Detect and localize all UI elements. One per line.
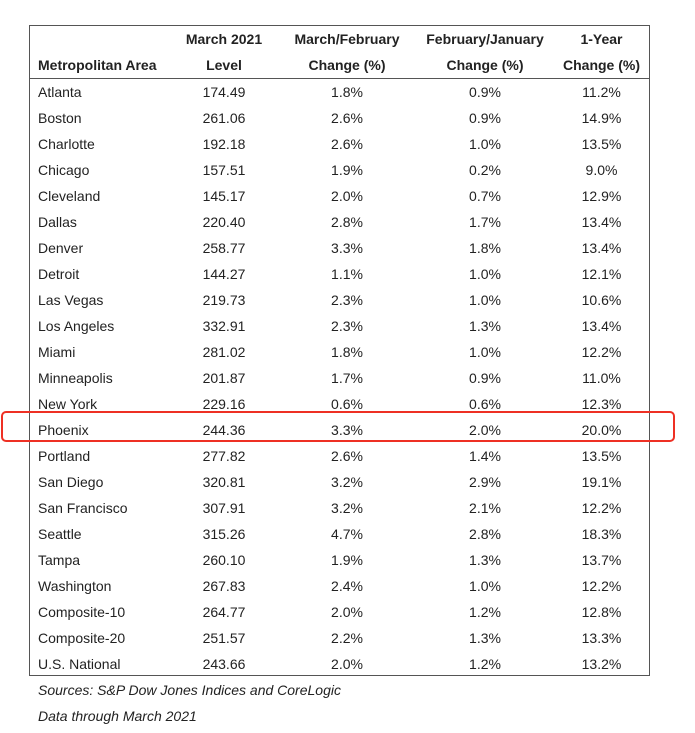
cell-level: 244.36 bbox=[202, 422, 246, 438]
cell-mar-feb-change: 2.4% bbox=[331, 578, 363, 594]
cell-mar-feb-change: 3.2% bbox=[331, 500, 363, 516]
cell-one-year-change: 14.9% bbox=[581, 110, 622, 126]
cell-one-year-change: 9.0% bbox=[585, 162, 618, 178]
cell-feb-jan-change: 1.0% bbox=[469, 292, 501, 308]
cell-level: 192.18 bbox=[202, 136, 246, 152]
cell-area: Portland bbox=[38, 448, 91, 464]
table-row bbox=[30, 469, 649, 495]
data-through-note: Data through March 2021 bbox=[38, 708, 197, 724]
cell-feb-jan-change: 2.0% bbox=[469, 422, 501, 438]
cell-feb-jan-change: 1.2% bbox=[469, 604, 501, 620]
cell-level: 201.87 bbox=[202, 370, 246, 386]
cell-area: Detroit bbox=[38, 266, 80, 282]
table-row bbox=[30, 131, 649, 157]
cell-area: San Francisco bbox=[38, 500, 128, 516]
cell-level: 145.17 bbox=[202, 188, 246, 204]
header-feb-jan-line2: Change (%) bbox=[416, 52, 554, 79]
cell-level: 243.66 bbox=[202, 656, 246, 672]
cell-one-year-change: 12.1% bbox=[581, 266, 622, 282]
cell-feb-jan-change: 1.3% bbox=[469, 318, 501, 334]
cell-mar-feb-change: 1.8% bbox=[331, 344, 363, 360]
cell-level: 144.27 bbox=[202, 266, 246, 282]
cell-mar-feb-change: 4.7% bbox=[331, 526, 363, 542]
cell-area: Chicago bbox=[38, 162, 90, 178]
cell-one-year-change: 12.2% bbox=[581, 578, 622, 594]
cell-feb-jan-change: 0.7% bbox=[469, 188, 501, 204]
cell-mar-feb-change: 2.0% bbox=[331, 188, 363, 204]
cell-feb-jan-change: 1.4% bbox=[469, 448, 501, 464]
cell-area: Washington bbox=[38, 578, 112, 594]
cell-level: 332.91 bbox=[202, 318, 246, 334]
cell-area: Miami bbox=[38, 344, 76, 360]
cell-level: 258.77 bbox=[202, 240, 246, 256]
cell-mar-feb-change: 2.6% bbox=[331, 136, 363, 152]
cell-area: Minneapolis bbox=[38, 370, 113, 386]
cell-feb-jan-change: 0.6% bbox=[469, 396, 501, 412]
table-row bbox=[30, 651, 649, 677]
cell-mar-feb-change: 2.8% bbox=[331, 214, 363, 230]
cell-area: San Diego bbox=[38, 474, 104, 490]
cell-feb-jan-change: 0.9% bbox=[469, 110, 501, 126]
cell-feb-jan-change: 0.9% bbox=[469, 370, 501, 386]
cell-one-year-change: 12.2% bbox=[581, 500, 622, 516]
table-row bbox=[30, 495, 649, 521]
cell-one-year-change: 13.4% bbox=[581, 214, 622, 230]
cell-one-year-change: 11.0% bbox=[582, 370, 621, 386]
cell-mar-feb-change: 2.3% bbox=[331, 292, 363, 308]
cell-feb-jan-change: 2.1% bbox=[469, 500, 501, 516]
cell-one-year-change: 13.4% bbox=[581, 240, 622, 256]
cell-mar-feb-change: 3.2% bbox=[331, 474, 363, 490]
cell-mar-feb-change: 2.6% bbox=[331, 110, 363, 126]
cell-one-year-change: 13.3% bbox=[581, 630, 622, 646]
header-area-line1 bbox=[30, 26, 170, 52]
cell-level: 261.06 bbox=[202, 110, 246, 126]
cell-level: 320.81 bbox=[202, 474, 246, 490]
cell-mar-feb-change: 1.9% bbox=[331, 552, 363, 568]
table-row bbox=[30, 443, 649, 469]
cell-one-year-change: 13.5% bbox=[581, 448, 622, 464]
cell-area: Charlotte bbox=[38, 136, 95, 152]
table-row bbox=[30, 235, 649, 261]
header-one-year-line1: 1-Year bbox=[580, 31, 623, 47]
table-row bbox=[30, 521, 649, 547]
cell-one-year-change: 13.7% bbox=[581, 552, 622, 568]
cell-one-year-change: 10.6% bbox=[581, 292, 622, 308]
cell-area: Denver bbox=[38, 240, 84, 256]
cell-level: 220.40 bbox=[202, 214, 246, 230]
table-row bbox=[30, 625, 649, 651]
table-body bbox=[30, 79, 649, 678]
cell-feb-jan-change: 1.0% bbox=[469, 344, 501, 360]
table-row bbox=[30, 599, 649, 625]
cell-level: 229.16 bbox=[202, 396, 246, 412]
cell-one-year-change: 12.2% bbox=[581, 344, 622, 360]
cell-area: Atlanta bbox=[38, 84, 82, 100]
table-row bbox=[30, 339, 649, 365]
cell-feb-jan-change: 2.8% bbox=[469, 526, 501, 542]
table-row bbox=[30, 209, 649, 235]
header-level-line2: Level bbox=[170, 52, 278, 79]
cell-one-year-change: 13.4% bbox=[581, 318, 622, 334]
cell-one-year-change: 12.8% bbox=[581, 604, 622, 620]
cell-mar-feb-change: 2.0% bbox=[331, 656, 363, 672]
header-one-year-line2: Change (%) bbox=[554, 52, 649, 79]
home-price-table bbox=[30, 26, 649, 677]
table-row bbox=[30, 313, 649, 339]
cell-mar-feb-change: 0.6% bbox=[331, 396, 363, 412]
cell-mar-feb-change: 2.2% bbox=[331, 630, 363, 646]
table-row bbox=[30, 287, 649, 313]
cell-level: 277.82 bbox=[202, 448, 246, 464]
cell-level: 315.26 bbox=[202, 526, 246, 542]
cell-area: U.S. National bbox=[38, 656, 121, 672]
cell-one-year-change: 18.3% bbox=[581, 526, 622, 542]
cell-feb-jan-change: 1.3% bbox=[469, 630, 501, 646]
cell-feb-jan-change: 1.2% bbox=[469, 656, 501, 672]
cell-mar-feb-change: 2.3% bbox=[331, 318, 363, 334]
cell-one-year-change: 11.2% bbox=[582, 84, 621, 100]
cell-area: Composite-10 bbox=[38, 604, 126, 620]
cell-one-year-change: 19.1% bbox=[581, 474, 622, 490]
header-feb-jan-line1: February/January bbox=[426, 31, 544, 47]
cell-feb-jan-change: 1.3% bbox=[469, 552, 501, 568]
cell-feb-jan-change: 1.0% bbox=[469, 266, 501, 282]
cell-feb-jan-change: 0.9% bbox=[469, 84, 501, 100]
cell-feb-jan-change: 1.7% bbox=[469, 214, 501, 230]
cell-area: Las Vegas bbox=[38, 292, 104, 308]
table-row bbox=[30, 547, 649, 573]
cell-area: Dallas bbox=[38, 214, 77, 230]
cell-mar-feb-change: 1.7% bbox=[331, 370, 363, 386]
cell-area: New York bbox=[38, 396, 98, 412]
cell-mar-feb-change: 2.6% bbox=[331, 448, 363, 464]
table-row bbox=[30, 261, 649, 287]
table-row bbox=[30, 105, 649, 131]
table-row bbox=[30, 157, 649, 183]
table-header bbox=[30, 26, 649, 79]
header-level-line1: March 2021 bbox=[185, 31, 263, 47]
cell-feb-jan-change: 2.9% bbox=[469, 474, 501, 490]
cell-mar-feb-change: 3.3% bbox=[331, 240, 363, 256]
cell-level: 267.83 bbox=[202, 578, 246, 594]
cell-area: Phoenix bbox=[38, 422, 89, 438]
cell-level: 307.91 bbox=[202, 500, 246, 516]
table-row-highlighted bbox=[30, 417, 649, 443]
cell-feb-jan-change: 0.2% bbox=[469, 162, 501, 178]
cell-feb-jan-change: 1.8% bbox=[469, 240, 501, 256]
table-row bbox=[30, 79, 649, 106]
cell-level: 264.77 bbox=[202, 604, 246, 620]
cell-area: Tampa bbox=[38, 552, 81, 568]
cell-mar-feb-change: 1.8% bbox=[331, 84, 363, 100]
cell-area: Los Angeles bbox=[38, 318, 115, 334]
cell-one-year-change: 12.3% bbox=[581, 396, 622, 412]
header-area-line2: Metropolitan Area bbox=[30, 52, 170, 79]
cell-mar-feb-change: 1.9% bbox=[331, 162, 363, 178]
cell-feb-jan-change: 1.0% bbox=[469, 136, 501, 152]
cell-level: 219.73 bbox=[202, 292, 246, 308]
cell-level: 260.10 bbox=[202, 552, 246, 568]
cell-mar-feb-change: 1.1% bbox=[331, 266, 363, 282]
sources-note: Sources: S&P Dow Jones Indices and CoreLogic bbox=[38, 682, 341, 698]
table-row bbox=[30, 183, 649, 209]
cell-level: 157.51 bbox=[202, 162, 246, 178]
cell-feb-jan-change: 1.0% bbox=[469, 578, 501, 594]
cell-one-year-change: 13.5% bbox=[581, 136, 622, 152]
cell-one-year-change: 13.2% bbox=[581, 656, 622, 672]
cell-level: 251.57 bbox=[202, 630, 246, 646]
cell-mar-feb-change: 2.0% bbox=[331, 604, 363, 620]
cell-one-year-change: 12.9% bbox=[581, 188, 622, 204]
header-mar-feb-line1: March/February bbox=[294, 31, 400, 47]
cell-area: Composite-20 bbox=[38, 630, 126, 646]
cell-area: Cleveland bbox=[38, 188, 101, 204]
header-mar-feb-line2: Change (%) bbox=[278, 52, 416, 79]
cell-level: 281.02 bbox=[202, 344, 246, 360]
cell-one-year-change: 20.0% bbox=[581, 422, 622, 438]
table-row bbox=[30, 365, 649, 391]
cell-area: Seattle bbox=[38, 526, 82, 542]
cell-level: 174.49 bbox=[202, 84, 246, 100]
cell-area: Boston bbox=[38, 110, 82, 126]
table-row bbox=[30, 573, 649, 599]
table-row bbox=[30, 391, 649, 417]
cell-mar-feb-change: 3.3% bbox=[331, 422, 363, 438]
